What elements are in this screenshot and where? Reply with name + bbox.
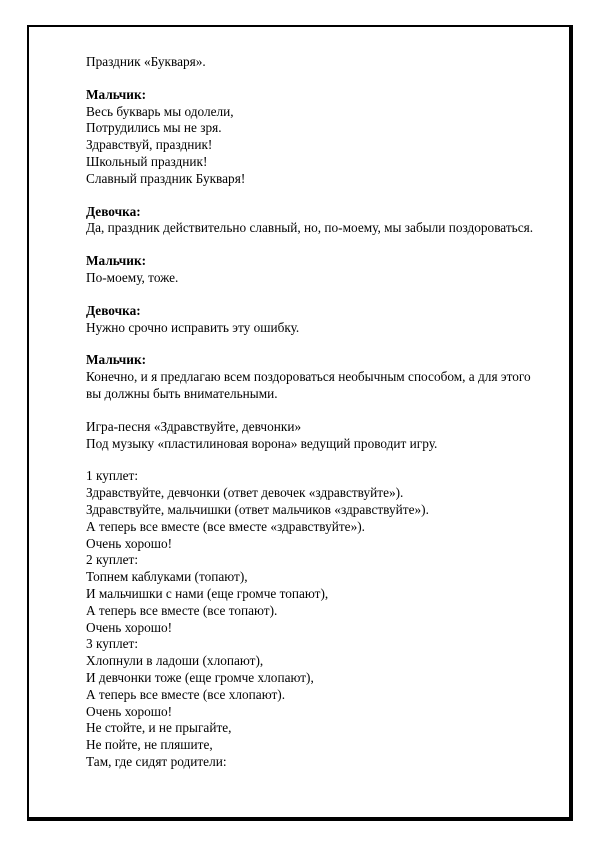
lyric-line: 1 куплет: bbox=[86, 468, 139, 484]
spacer bbox=[86, 71, 556, 87]
lyric-line: Не пойте, не пляшите, bbox=[86, 737, 213, 753]
dialogue-line: Здравствуй, праздник! bbox=[86, 137, 213, 153]
lyric-line: Очень хорошо! bbox=[86, 619, 173, 635]
lyric-line: Топнем каблуками (топают), bbox=[86, 569, 248, 585]
game-line: Игра-песня «Здравствуйте, девчонки» bbox=[86, 418, 302, 434]
dialogue-line: По-моему, тоже. bbox=[86, 269, 179, 285]
lyric-line: Очень хорошо! bbox=[86, 703, 173, 719]
dialogue-line: Славный праздник Букваря! bbox=[86, 170, 246, 186]
lyric-line: Там, где сидят родители: bbox=[86, 753, 227, 769]
dialogue-line: Школьный праздник! bbox=[86, 153, 208, 169]
speaker-label: Мальчик: bbox=[86, 86, 147, 102]
lyric-line: Здравствуйте, девчонки (ответ девочек «здравствуйте»). bbox=[86, 485, 404, 501]
dialogue-line: Потрудились мы не зря. bbox=[86, 120, 222, 136]
lyric-line: 2 куплет: bbox=[86, 552, 139, 568]
document-body bbox=[86, 54, 556, 771]
spacer bbox=[86, 237, 556, 253]
dialogue-line: вы должны быть внимательными. bbox=[86, 385, 278, 401]
speaker-label: Девочка: bbox=[86, 203, 141, 219]
dialogue-block bbox=[86, 87, 556, 188]
lyric-line: 3 куплет: bbox=[86, 636, 139, 652]
dialogue-line: Да, праздник действительно славный, но, по-моему, мы забыли поздороваться. bbox=[86, 220, 534, 236]
lyric-line: А теперь все вместе (все хлопают). bbox=[86, 686, 286, 702]
lyric-line: Здравствуйте, мальчишки (ответ мальчиков «здравствуйте»). bbox=[86, 501, 429, 517]
lyric-line: Не стойте, и не прыгайте, bbox=[86, 720, 232, 736]
dialogue-block bbox=[86, 303, 556, 337]
spacer bbox=[86, 452, 556, 468]
game-intro bbox=[86, 419, 556, 453]
dialogue-block bbox=[86, 253, 556, 287]
lyric-line: А теперь все вместе (все вместе «здравствуйте»). bbox=[86, 518, 365, 534]
dialogue-line: Нужно срочно исправить эту ошибку. bbox=[86, 319, 300, 335]
game-line: Под музыку «пластилиновая ворона» ведущий проводит игру. bbox=[86, 435, 438, 451]
lyric-line: Очень хорошо! bbox=[86, 535, 173, 551]
speaker-label: Мальчик: bbox=[86, 352, 147, 368]
speaker-label: Мальчик: bbox=[86, 253, 147, 269]
lyric-line: А теперь все вместе (все топают). bbox=[86, 602, 278, 618]
speaker-label: Девочка: bbox=[86, 302, 141, 318]
lyric-line: И мальчишки с нами (еще громче топают), bbox=[86, 585, 329, 601]
document-title: Праздник «Букваря». bbox=[86, 54, 206, 69]
dialogue-blocks bbox=[86, 87, 556, 419]
spacer bbox=[86, 403, 556, 419]
song-lyrics bbox=[86, 468, 556, 770]
lyric-line: Хлопнули в ладоши (хлопают), bbox=[86, 653, 264, 669]
dialogue-line: Конечно, и я предлагаю всем поздороваться необычным способом, а для этого bbox=[86, 369, 531, 385]
dialogue-block bbox=[86, 352, 556, 402]
spacer bbox=[86, 336, 556, 352]
spacer bbox=[86, 287, 556, 303]
dialogue-line: Весь букварь мы одолели, bbox=[86, 103, 234, 119]
spacer bbox=[86, 188, 556, 204]
lyric-line: И девчонки тоже (еще громче хлопают), bbox=[86, 669, 314, 685]
dialogue-block bbox=[86, 204, 556, 238]
